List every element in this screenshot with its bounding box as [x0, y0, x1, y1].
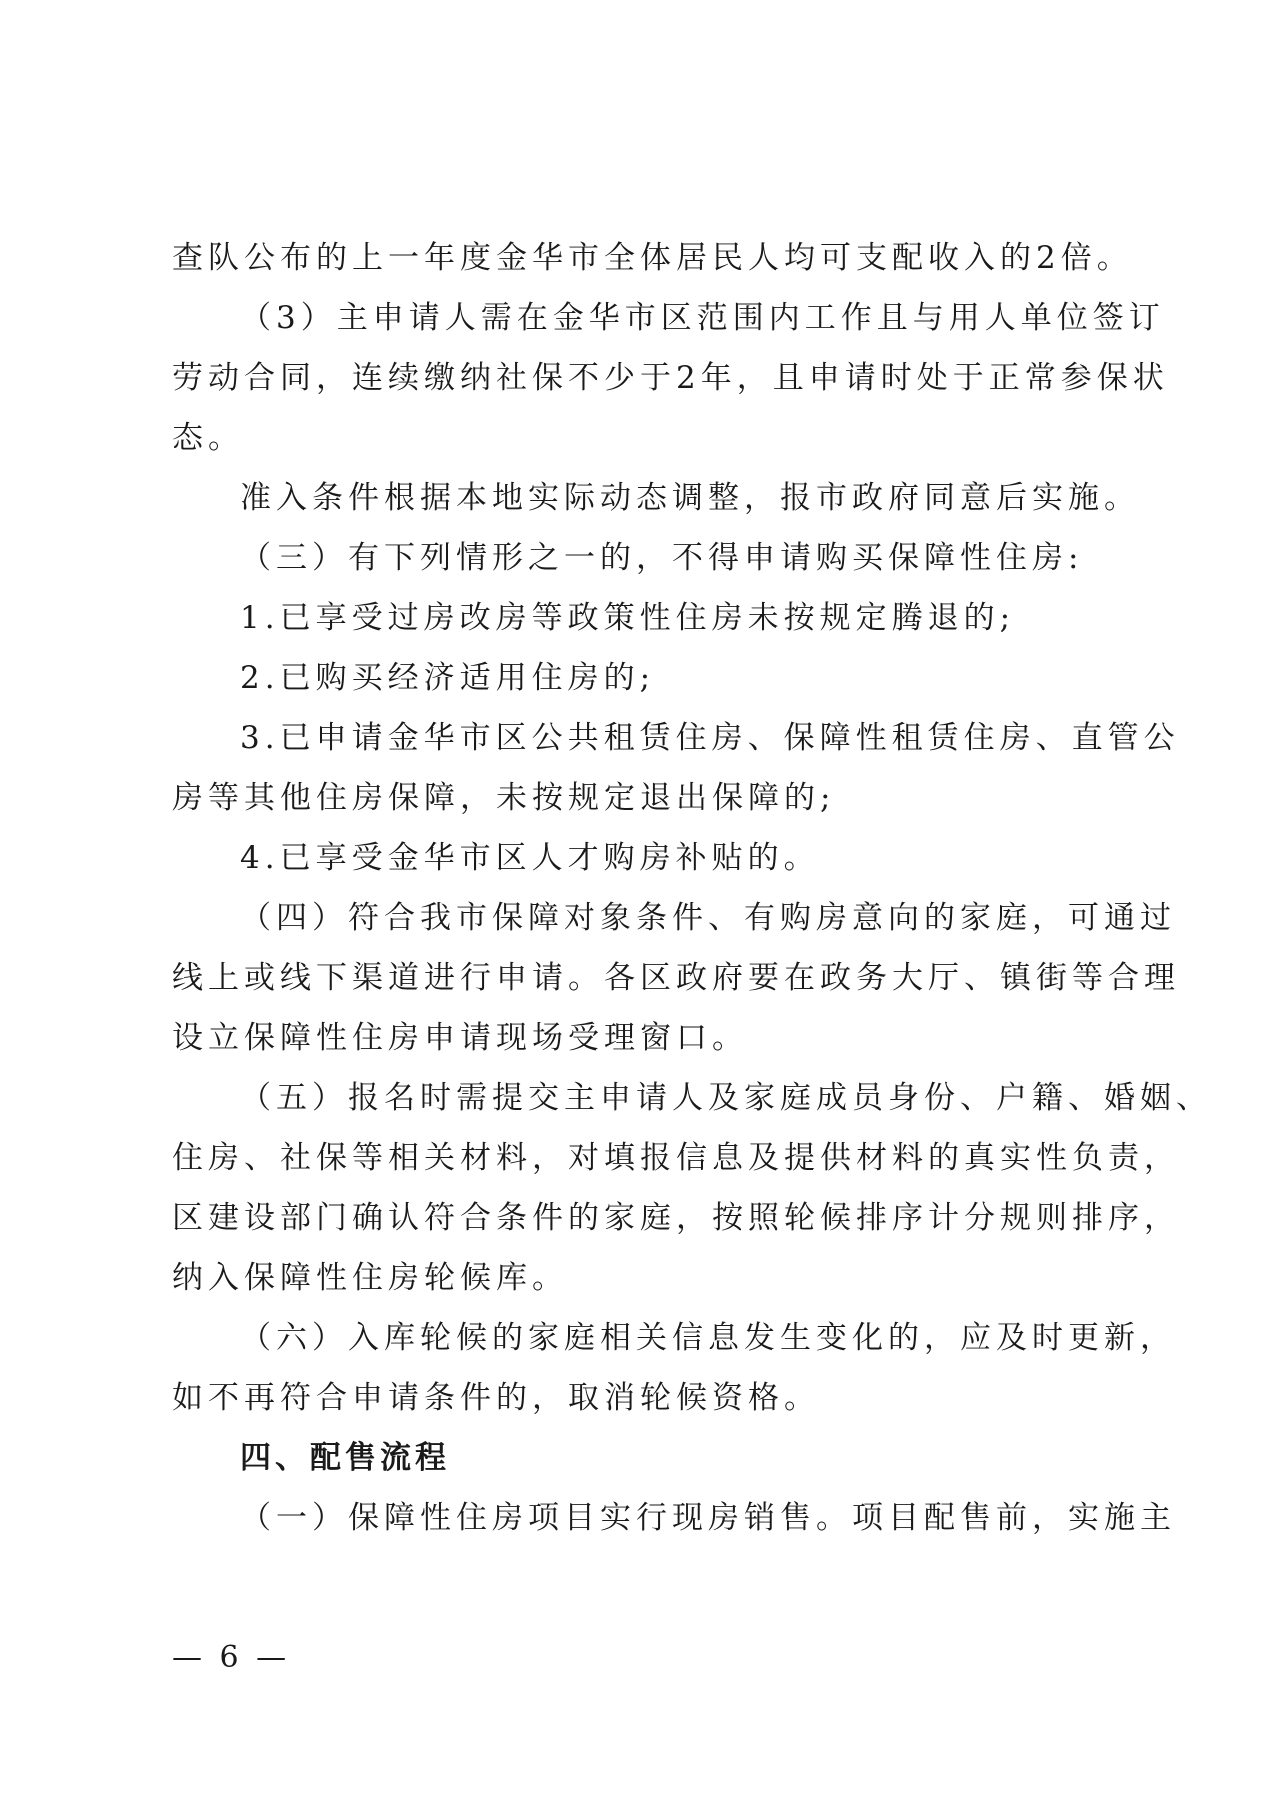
body-line: （一）保障性住房项目实行现房销售。项目配售前，实施主 [240, 1500, 1176, 1536]
body-line: 如不再符合申请条件的，取消轮候资格。 [172, 1380, 820, 1416]
body-line: （三）有下列情形之一的，不得申请购买保障性住房: [240, 540, 1084, 576]
body-line: 1.已享受过房改房等政策性住房未按规定腾退的; [240, 600, 1016, 636]
page-number: — 6 — [172, 1640, 291, 1675]
body-line: 态。 [172, 420, 244, 456]
body-line: 设立保障性住房申请现场受理窗口。 [172, 1020, 748, 1056]
body-line: 2.已购买经济适用住房的; [240, 660, 656, 696]
body-line: 劳动合同，连续缴纳社保不少于2年，且申请时处于正常参保状 [172, 360, 1169, 396]
body-line: 线上或线下渠道进行申请。各区政府要在政务大厅、镇街等合理 [172, 960, 1180, 996]
body-line: 准入条件根据本地实际动态调整，报市政府同意后实施。 [240, 480, 1140, 516]
document-body [172, 228, 1212, 1548]
body-line: （3）主申请人需在金华市区范围内工作且与用人单位签订 [240, 300, 1165, 336]
body-line: 房等其他住房保障，未按规定退出保障的; [172, 780, 836, 816]
body-line: 住房、社保等相关材料，对填报信息及提供材料的真实性负责， [172, 1140, 1180, 1176]
body-line: （五）报名时需提交主申请人及家庭成员身份、户籍、婚姻、 [240, 1080, 1212, 1116]
body-line: 查队公布的上一年度金华市全体居民人均可支配收入的2倍。 [172, 240, 1133, 276]
body-line: 区建设部门确认符合条件的家庭，按照轮候排序计分规则排序， [172, 1200, 1180, 1236]
body-line: 3.已申请金华市区公共租赁住房、保障性租赁住房、直管公 [240, 720, 1180, 756]
body-line: （六）入库轮候的家庭相关信息发生变化的，应及时更新， [240, 1320, 1176, 1356]
body-line: （四）符合我市保障对象条件、有购房意向的家庭，可通过 [240, 900, 1176, 936]
section-heading: 四、配售流程 [240, 1440, 450, 1476]
body-line: 纳入保障性住房轮候库。 [172, 1260, 568, 1296]
body-line: 4.已享受金华市区人才购房补贴的。 [240, 840, 820, 876]
